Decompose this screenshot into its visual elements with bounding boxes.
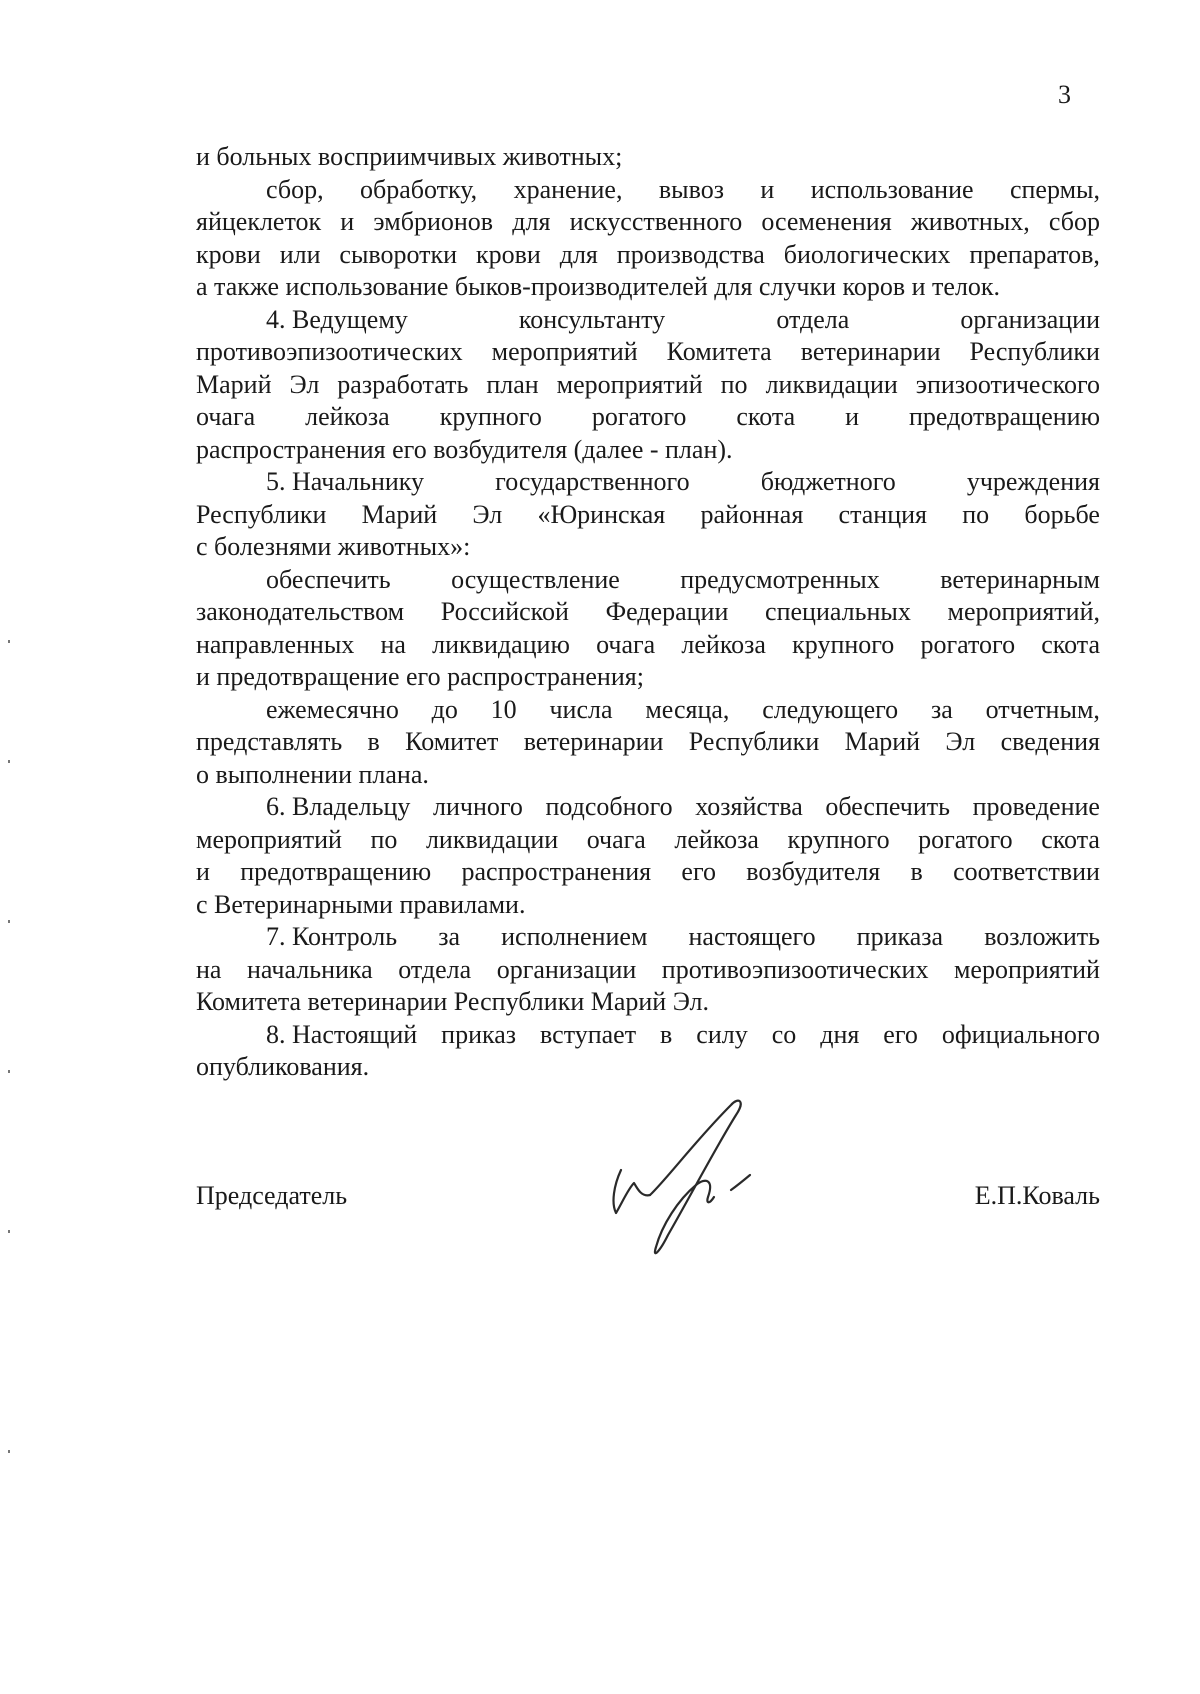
word: исполнением <box>501 922 648 951</box>
word: скота <box>1041 629 1100 659</box>
word: «Юринская <box>537 499 666 529</box>
word: очага <box>196 402 256 431</box>
word: и <box>196 857 210 886</box>
word: в <box>660 1019 673 1049</box>
scan-artifact <box>8 640 10 643</box>
word: вступает <box>540 1019 637 1049</box>
word: следующего <box>762 694 899 724</box>
word: возбудителя <box>746 857 881 886</box>
word: вывоз <box>658 174 724 204</box>
text-line <box>196 434 1100 467</box>
text-line <box>196 271 1100 304</box>
signatory-title: Председатель <box>196 1181 348 1210</box>
word: ветеринарным <box>940 564 1100 594</box>
word: обеспечить <box>825 792 950 821</box>
word: Республики <box>688 727 820 756</box>
word: приказа <box>856 922 944 951</box>
word: и <box>340 207 355 236</box>
word: хозяйства <box>695 792 803 821</box>
signature-block <box>196 1085 1100 1265</box>
word: крупного <box>787 824 890 854</box>
word: мероприятий <box>491 337 638 366</box>
word: отдела <box>776 304 850 334</box>
word: Эл <box>289 369 320 399</box>
word: на <box>380 629 406 659</box>
word: бюджетного <box>760 467 896 496</box>
word: для <box>559 239 598 269</box>
word: искусственного <box>569 207 743 236</box>
paragraph <box>196 1019 1100 1084</box>
word: 7. Контроль <box>266 922 398 951</box>
word: 5. Начальнику <box>266 467 425 496</box>
word: крупного <box>792 629 895 659</box>
word: Комитет <box>405 727 499 756</box>
word: со <box>771 1019 797 1049</box>
word: начальника <box>246 954 373 984</box>
word: и больных восприимчивых животных; <box>196 142 623 171</box>
text-line <box>196 499 1100 532</box>
word: лейкоза <box>674 824 759 854</box>
word: очага <box>596 629 656 659</box>
word: мероприятий <box>953 954 1100 984</box>
word: и предотвращение его распространения; <box>196 662 644 691</box>
word: настоящего <box>688 922 816 951</box>
word: ветеринарии <box>523 727 664 756</box>
paragraph <box>196 791 1100 921</box>
text-line <box>196 986 1100 1019</box>
word: Комитета ветеринарии Республики Марий Эл. <box>196 987 710 1016</box>
word: по <box>720 369 748 399</box>
word: с Ветеринарными правилами. <box>196 889 526 919</box>
word: обеспечить <box>266 564 391 594</box>
scan-artifact <box>8 920 10 923</box>
text-line <box>196 239 1100 272</box>
text-line <box>196 824 1100 857</box>
word: представлять <box>196 727 343 756</box>
word: ежемесячно <box>266 694 399 724</box>
paragraph <box>196 174 1100 304</box>
word: предотвращению <box>240 857 432 886</box>
signatory-name: Е.П.Коваль <box>974 1181 1100 1210</box>
word: крови <box>196 239 261 269</box>
word: биологических <box>783 239 951 269</box>
word: и <box>760 174 775 204</box>
paragraph <box>196 304 1100 467</box>
scan-artifact <box>8 1230 10 1233</box>
word: яйцеклеток <box>196 207 322 236</box>
paragraph <box>196 466 1100 564</box>
text-line <box>196 1051 1100 1084</box>
word: отдела <box>398 954 472 984</box>
word: числа <box>549 694 613 724</box>
word: план <box>486 369 539 399</box>
word: противоэпизоотических <box>196 337 463 366</box>
word: по <box>370 824 398 854</box>
text-line <box>196 564 1100 597</box>
word: 6. Владельцу <box>266 792 411 821</box>
word: использование <box>810 174 974 204</box>
word: за <box>438 922 461 951</box>
word: ликвидации <box>425 824 559 854</box>
word: учреждения <box>966 467 1100 496</box>
word: обработку, <box>360 174 478 204</box>
word: рогатого <box>920 629 1016 659</box>
text-line <box>196 661 1100 694</box>
word: Эл <box>472 499 503 529</box>
word: производства <box>616 239 765 269</box>
text-line <box>196 791 1100 824</box>
text-line <box>196 726 1100 759</box>
word: сбор <box>1048 207 1100 236</box>
word: на <box>196 954 222 984</box>
text-line <box>196 141 1100 174</box>
word: подсобного <box>545 792 673 821</box>
text-line <box>196 466 1100 499</box>
word: соответствии <box>953 857 1100 886</box>
paragraph <box>196 921 1100 1019</box>
word: отчетным, <box>985 694 1100 724</box>
word: возложить <box>984 922 1100 951</box>
scan-artifact <box>8 1070 10 1073</box>
text-line <box>196 596 1100 629</box>
word: опубликования. <box>196 1052 370 1081</box>
word: осуществление <box>451 564 620 594</box>
word: 4. Ведущему <box>266 304 408 334</box>
word: ликвидации <box>765 369 898 399</box>
scan-artifact <box>8 760 10 763</box>
text-line <box>196 856 1100 889</box>
paragraph <box>196 564 1100 694</box>
word: проведение <box>972 792 1100 821</box>
page-number: 3 <box>1058 80 1071 109</box>
word: предотвращению <box>909 402 1100 431</box>
word: дня <box>820 1019 860 1049</box>
text-line <box>196 1019 1100 1052</box>
word: до <box>431 694 458 724</box>
word: о выполнении плана. <box>196 759 429 789</box>
text-line <box>196 629 1100 662</box>
word: 8. Настоящий <box>266 1019 418 1049</box>
word: Российской <box>440 597 569 626</box>
word: Комитета <box>666 337 772 366</box>
word: ликвидацию <box>432 629 570 659</box>
word: организации <box>960 304 1100 334</box>
text-line <box>196 954 1100 987</box>
word: силу <box>696 1019 748 1049</box>
word: противоэпизоотических <box>661 954 929 984</box>
text-line <box>196 174 1100 207</box>
word: осеменения <box>761 207 892 236</box>
word: очага <box>586 824 646 854</box>
word: его <box>681 857 716 886</box>
word: Республики <box>196 499 327 529</box>
word: с болезнями животных»: <box>196 532 471 561</box>
word: официального <box>941 1019 1100 1049</box>
word: или <box>279 239 321 269</box>
word: организации <box>496 954 637 984</box>
scan-artifact <box>8 1450 10 1453</box>
text-line <box>196 206 1100 239</box>
word: специальных <box>765 597 911 626</box>
word: Марий <box>361 499 438 529</box>
word: крови <box>476 239 541 269</box>
word: и <box>845 402 860 431</box>
word: крупного <box>439 402 542 431</box>
word: месяца, <box>645 694 730 724</box>
text-line <box>196 304 1100 337</box>
word: рогатого <box>591 402 687 431</box>
word: эмбрионов <box>373 207 494 236</box>
word: по <box>962 499 990 529</box>
word: животных, <box>910 207 1030 236</box>
word: разработать <box>337 369 469 399</box>
word: за <box>930 694 953 724</box>
word: в <box>910 857 923 886</box>
word: распространения его возбудителя (далее - план). <box>196 434 733 464</box>
text-line <box>196 336 1100 369</box>
text-line <box>196 889 1100 922</box>
word: мероприятий, <box>947 597 1100 626</box>
word: законодательством <box>196 597 405 626</box>
word: районная <box>700 499 804 529</box>
word: распространения <box>461 857 652 886</box>
word: скота <box>1041 824 1100 854</box>
text-line <box>196 921 1100 954</box>
word: в <box>367 727 380 756</box>
text-line <box>196 401 1100 434</box>
word: препаратов, <box>969 239 1100 269</box>
word: сыворотки <box>339 239 458 269</box>
word: ветеринарии <box>800 337 941 366</box>
paragraph <box>196 694 1100 792</box>
word: его <box>883 1019 918 1049</box>
word: личного <box>432 792 523 821</box>
word: лейкоза <box>681 629 766 659</box>
word: приказ <box>441 1019 517 1049</box>
word: а также использование быков-производителей для случки коров и телок. <box>196 272 1001 301</box>
word: Марий <box>844 727 921 756</box>
word: государственного <box>495 467 690 496</box>
text-line <box>196 759 1100 792</box>
word: для <box>512 207 551 236</box>
word: направленных <box>196 629 355 659</box>
word: сведения <box>1000 727 1100 756</box>
word: станция <box>838 499 927 529</box>
word: Марий <box>196 369 272 399</box>
word: лейкоза <box>305 402 390 431</box>
text-line <box>196 694 1100 727</box>
word: 10 <box>490 694 517 724</box>
text-line <box>196 531 1100 564</box>
word: Республики <box>969 337 1100 366</box>
paragraph <box>196 141 1100 174</box>
word: Федерации <box>605 597 729 626</box>
word: мероприятий <box>196 824 342 854</box>
word: эпизоотического <box>915 369 1100 399</box>
word: борьбе <box>1024 499 1100 529</box>
word: спермы, <box>1009 174 1100 204</box>
word: Эл <box>945 727 976 756</box>
text-line <box>196 369 1100 402</box>
document-body <box>196 141 1100 1084</box>
word: сбор, <box>266 174 324 204</box>
word: предусмотренных <box>680 564 880 594</box>
word: хранение, <box>513 174 623 204</box>
word: консультанту <box>518 304 666 334</box>
word: рогатого <box>918 824 1013 854</box>
word: скота <box>736 402 796 431</box>
handwritten-signature <box>596 1085 776 1265</box>
word: мероприятий <box>556 369 703 399</box>
